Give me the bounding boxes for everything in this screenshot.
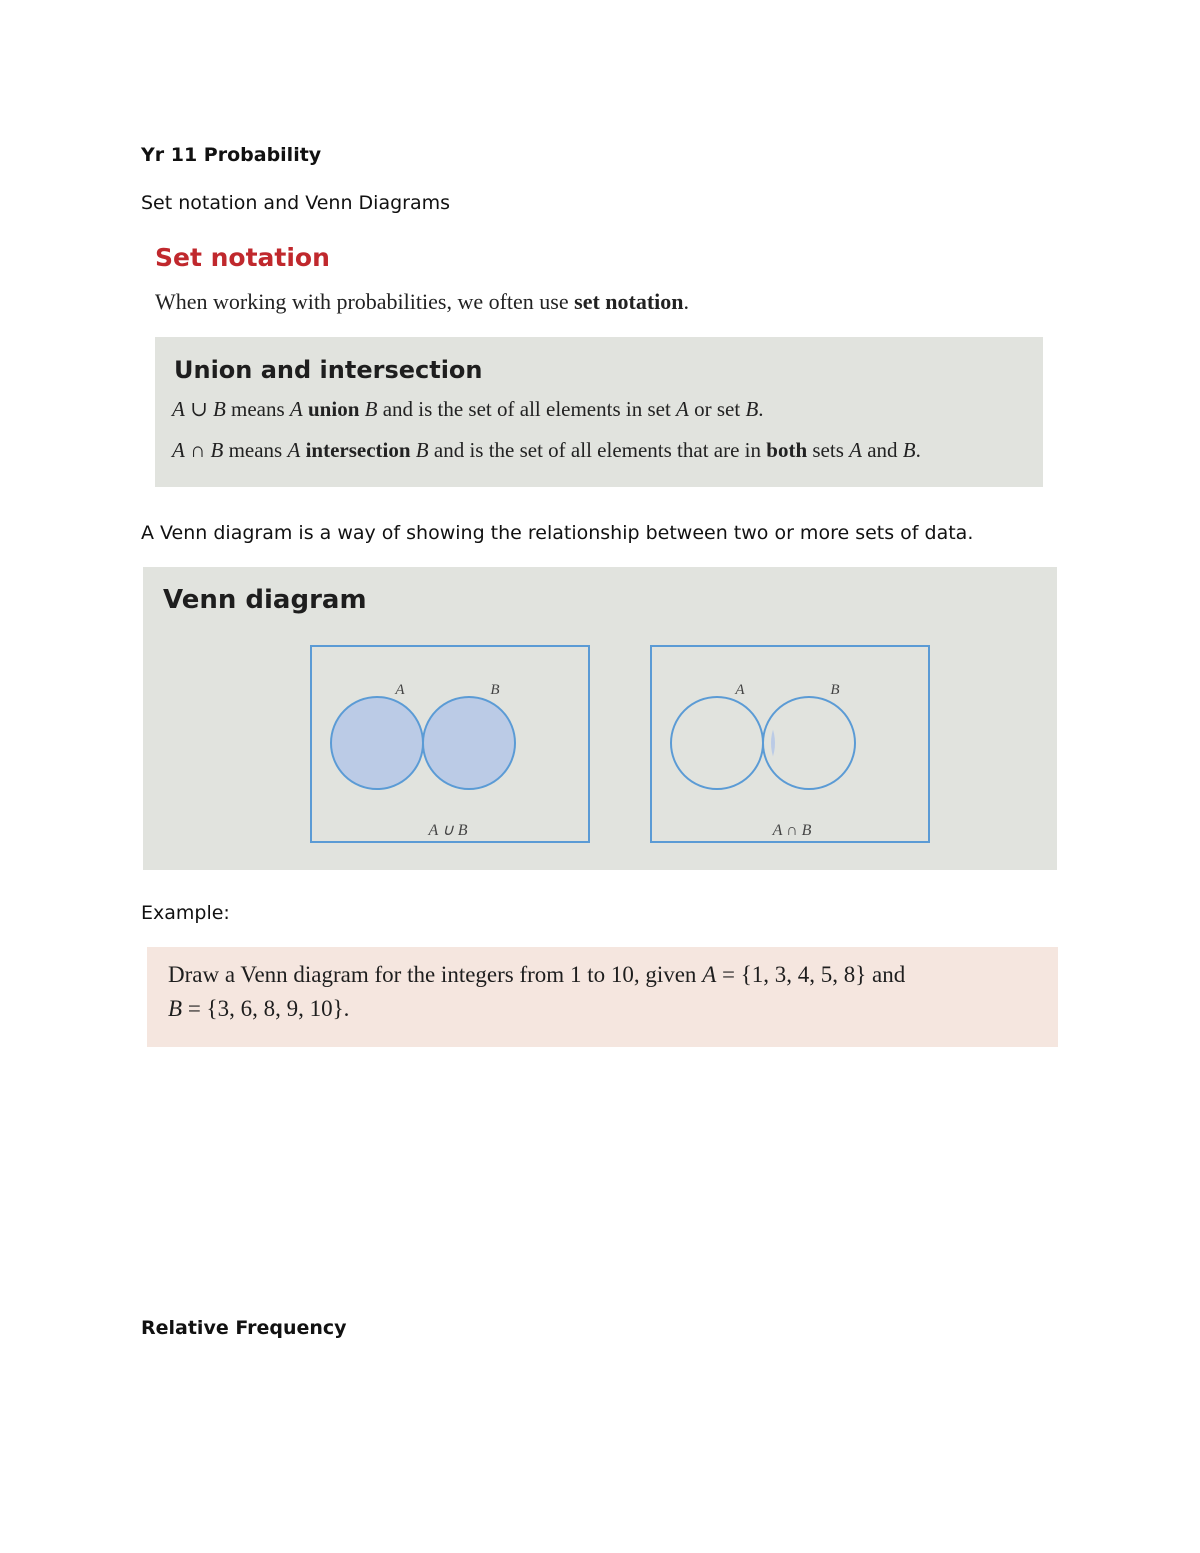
set-b-symbol: B bbox=[168, 996, 183, 1021]
intersection-region-shaded bbox=[771, 697, 863, 789]
set-b-symbol: B bbox=[745, 397, 759, 421]
intersection-keyword: intersection bbox=[300, 438, 416, 462]
set-b-label: B bbox=[490, 682, 500, 698]
union-caption: A ∪ B bbox=[428, 822, 468, 839]
set-notation-intro bbox=[155, 289, 689, 315]
relative-frequency-heading: Relative Frequency bbox=[141, 1317, 347, 1339]
set-a-symbol: A bbox=[172, 438, 185, 462]
period: . bbox=[915, 438, 921, 462]
set-b-symbol: B bbox=[902, 438, 916, 462]
set-b-label: B bbox=[830, 682, 840, 698]
document-subtitle: Set notation and Venn Diagrams bbox=[141, 192, 451, 214]
venn-diagram-heading: Venn diagram bbox=[163, 585, 367, 615]
means-text: means bbox=[225, 397, 290, 421]
intersection-definition bbox=[172, 438, 921, 463]
union-description: and is the set of all elements in set bbox=[377, 397, 677, 421]
set-a-symbol: A bbox=[702, 962, 717, 987]
document-title: Yr 11 Probability bbox=[141, 144, 322, 166]
set-b-values: = {3, 6, 8, 9, 10}. bbox=[182, 996, 350, 1021]
example-label: Example: bbox=[141, 902, 230, 924]
venn-intro-text: A Venn diagram is a way of showing the relationship between two or more sets of data. bbox=[141, 522, 974, 544]
and-text: and bbox=[861, 438, 903, 462]
set-a-symbol: A bbox=[172, 397, 185, 421]
example-question bbox=[168, 958, 1038, 1026]
venn-diagrams bbox=[300, 640, 940, 850]
set-a-symbol: A bbox=[287, 438, 301, 462]
set-notation-heading: Set notation bbox=[155, 243, 330, 272]
intro-end: . bbox=[683, 289, 690, 314]
intro-bold-term: set notation bbox=[574, 289, 684, 314]
period: . bbox=[758, 397, 764, 421]
sets-text: sets bbox=[807, 438, 850, 462]
set-a-symbol: A bbox=[849, 438, 862, 462]
set-a-circle bbox=[671, 697, 763, 789]
set-a-values: = {1, 3, 4, 5, 8} and bbox=[716, 962, 906, 987]
set-b-symbol: B bbox=[364, 397, 378, 421]
set-b-circle bbox=[763, 697, 855, 789]
both-keyword: both bbox=[766, 438, 808, 462]
set-a-symbol: A bbox=[289, 397, 303, 421]
intro-text: When working with probabilities, we often use bbox=[155, 289, 575, 314]
intersection-description: and is the set of all elements that are in bbox=[428, 438, 767, 462]
intersection-caption: A ∩ B bbox=[772, 822, 812, 839]
example-text-start: Draw a Venn diagram for the integers from 1 to 10, given bbox=[168, 962, 703, 987]
union-definition bbox=[172, 397, 764, 422]
set-a-label: A bbox=[735, 682, 745, 698]
means-text: means bbox=[223, 438, 288, 462]
venn-diagram-intersection bbox=[651, 646, 929, 842]
set-a-label: A bbox=[395, 682, 405, 698]
union-keyword: union bbox=[302, 397, 365, 421]
set-b-symbol: B bbox=[415, 438, 429, 462]
or-text: or set bbox=[688, 397, 746, 421]
venn-diagram-union bbox=[311, 646, 589, 842]
union-intersection-heading: Union and intersection bbox=[174, 356, 483, 384]
set-b-symbol: B bbox=[212, 397, 226, 421]
set-a-symbol: A bbox=[676, 397, 689, 421]
union-symbol: ∪ bbox=[184, 397, 213, 421]
intersection-symbol: ∩ bbox=[184, 438, 211, 462]
universal-set-rect bbox=[651, 646, 929, 842]
set-b-symbol: B bbox=[210, 438, 224, 462]
